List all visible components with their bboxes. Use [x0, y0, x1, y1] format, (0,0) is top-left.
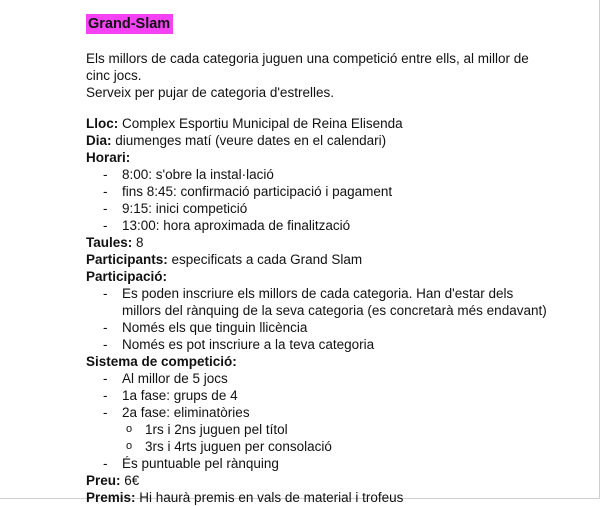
document-content [86, 14, 556, 506]
participants-label: Participants: [86, 252, 168, 267]
taules-label: Taules: [86, 235, 133, 250]
intro-paragraph [86, 50, 556, 101]
horari-list [86, 166, 556, 234]
list-item [86, 285, 556, 319]
sub-list-item [86, 438, 556, 455]
list-item [86, 336, 556, 353]
preu-row [86, 472, 556, 489]
circle-marker: o [126, 423, 133, 435]
dia-label: Dia: [86, 133, 112, 148]
list-item [86, 166, 556, 183]
taules-value: 8 [132, 235, 144, 250]
dia-row [86, 132, 556, 149]
list-item [86, 387, 556, 404]
horari-item: 8:00: s'obre la instal·lació [122, 167, 274, 182]
list-item [86, 217, 556, 234]
dash-marker: - [103, 184, 108, 199]
preu-label: Preu: [86, 473, 121, 488]
lloc-row [86, 115, 556, 132]
sistema-sublist [86, 421, 556, 455]
taules-row [86, 234, 556, 251]
list-item [86, 370, 556, 387]
circle-marker: o [126, 440, 133, 452]
dash-marker: - [103, 286, 108, 301]
sistema-subitem: 1rs i 2ns juguen pel títol [145, 422, 288, 437]
participacio-label: Participació: [86, 269, 168, 284]
dash-marker: - [103, 371, 108, 386]
preu-value: 6€ [120, 473, 140, 488]
sistema-item: Al millor de 5 jocs [122, 371, 228, 386]
intro-line-1: Els millors de cada categoria juguen una competició entre ells, al millor de cinc jocs. [86, 51, 529, 83]
sistema-label: Sistema de competició: [86, 354, 237, 369]
page-title: Grand-Slam [86, 14, 173, 34]
sistema-list [86, 370, 556, 472]
dash-marker: - [103, 201, 108, 216]
premis-label: Premis: [86, 490, 136, 505]
lloc-label: Lloc: [86, 116, 119, 131]
sistema-item: És puntuable pel rànquing [122, 456, 279, 471]
sistema-subitem: 3rs i 4rts juguen per consolació [145, 439, 332, 454]
participacio-item: Es poden inscriure els millors de cada categoria. Han d'estar dels millors del rànquing de la seva categoria (es concretarà més endavant) [122, 286, 547, 318]
dash-marker: - [103, 388, 108, 403]
dash-marker: - [103, 337, 108, 352]
participacio-list [86, 285, 556, 353]
horari-item: 9:15: inici competició [122, 201, 248, 216]
dash-marker: - [103, 456, 108, 471]
title-row [86, 14, 556, 34]
dash-marker: - [103, 167, 108, 182]
intro-line-2: Serveix per pujar de categoria d'estrelles. [86, 85, 334, 100]
participants-value: especificats a cada Grand Slam [167, 252, 363, 267]
sistema-item: 1a fase: grups de 4 [122, 388, 238, 403]
dash-marker: - [103, 320, 108, 335]
participants-row [86, 251, 556, 268]
horari-item: 13:00: hora aproximada de finalització [122, 218, 351, 233]
premis-row [86, 489, 556, 506]
premis-value: Hi haurà premis en vals de material i trofeus [135, 490, 404, 505]
horari-item: fins 8:45: confirmació participació i pagament [122, 184, 393, 199]
list-item [86, 455, 556, 472]
participacio-item: Només es pot inscriure a la teva categoria [122, 337, 375, 352]
dash-marker: - [103, 405, 108, 420]
dash-marker: - [103, 218, 108, 233]
list-item [86, 404, 556, 455]
list-item [86, 183, 556, 200]
participacio-item: Només els que tinguin llicència [122, 320, 308, 335]
sistema-item: 2a fase: eliminatòries [122, 405, 250, 420]
sub-list-item [86, 421, 556, 438]
dia-value: diumenges matí (veure dates en el calendari) [111, 133, 387, 148]
list-item [86, 319, 556, 336]
spacer [86, 101, 556, 115]
horari-label: Horari: [86, 150, 131, 165]
lloc-value: Complex Esportiu Municipal de Reina Elisenda [118, 116, 403, 131]
list-item [86, 200, 556, 217]
